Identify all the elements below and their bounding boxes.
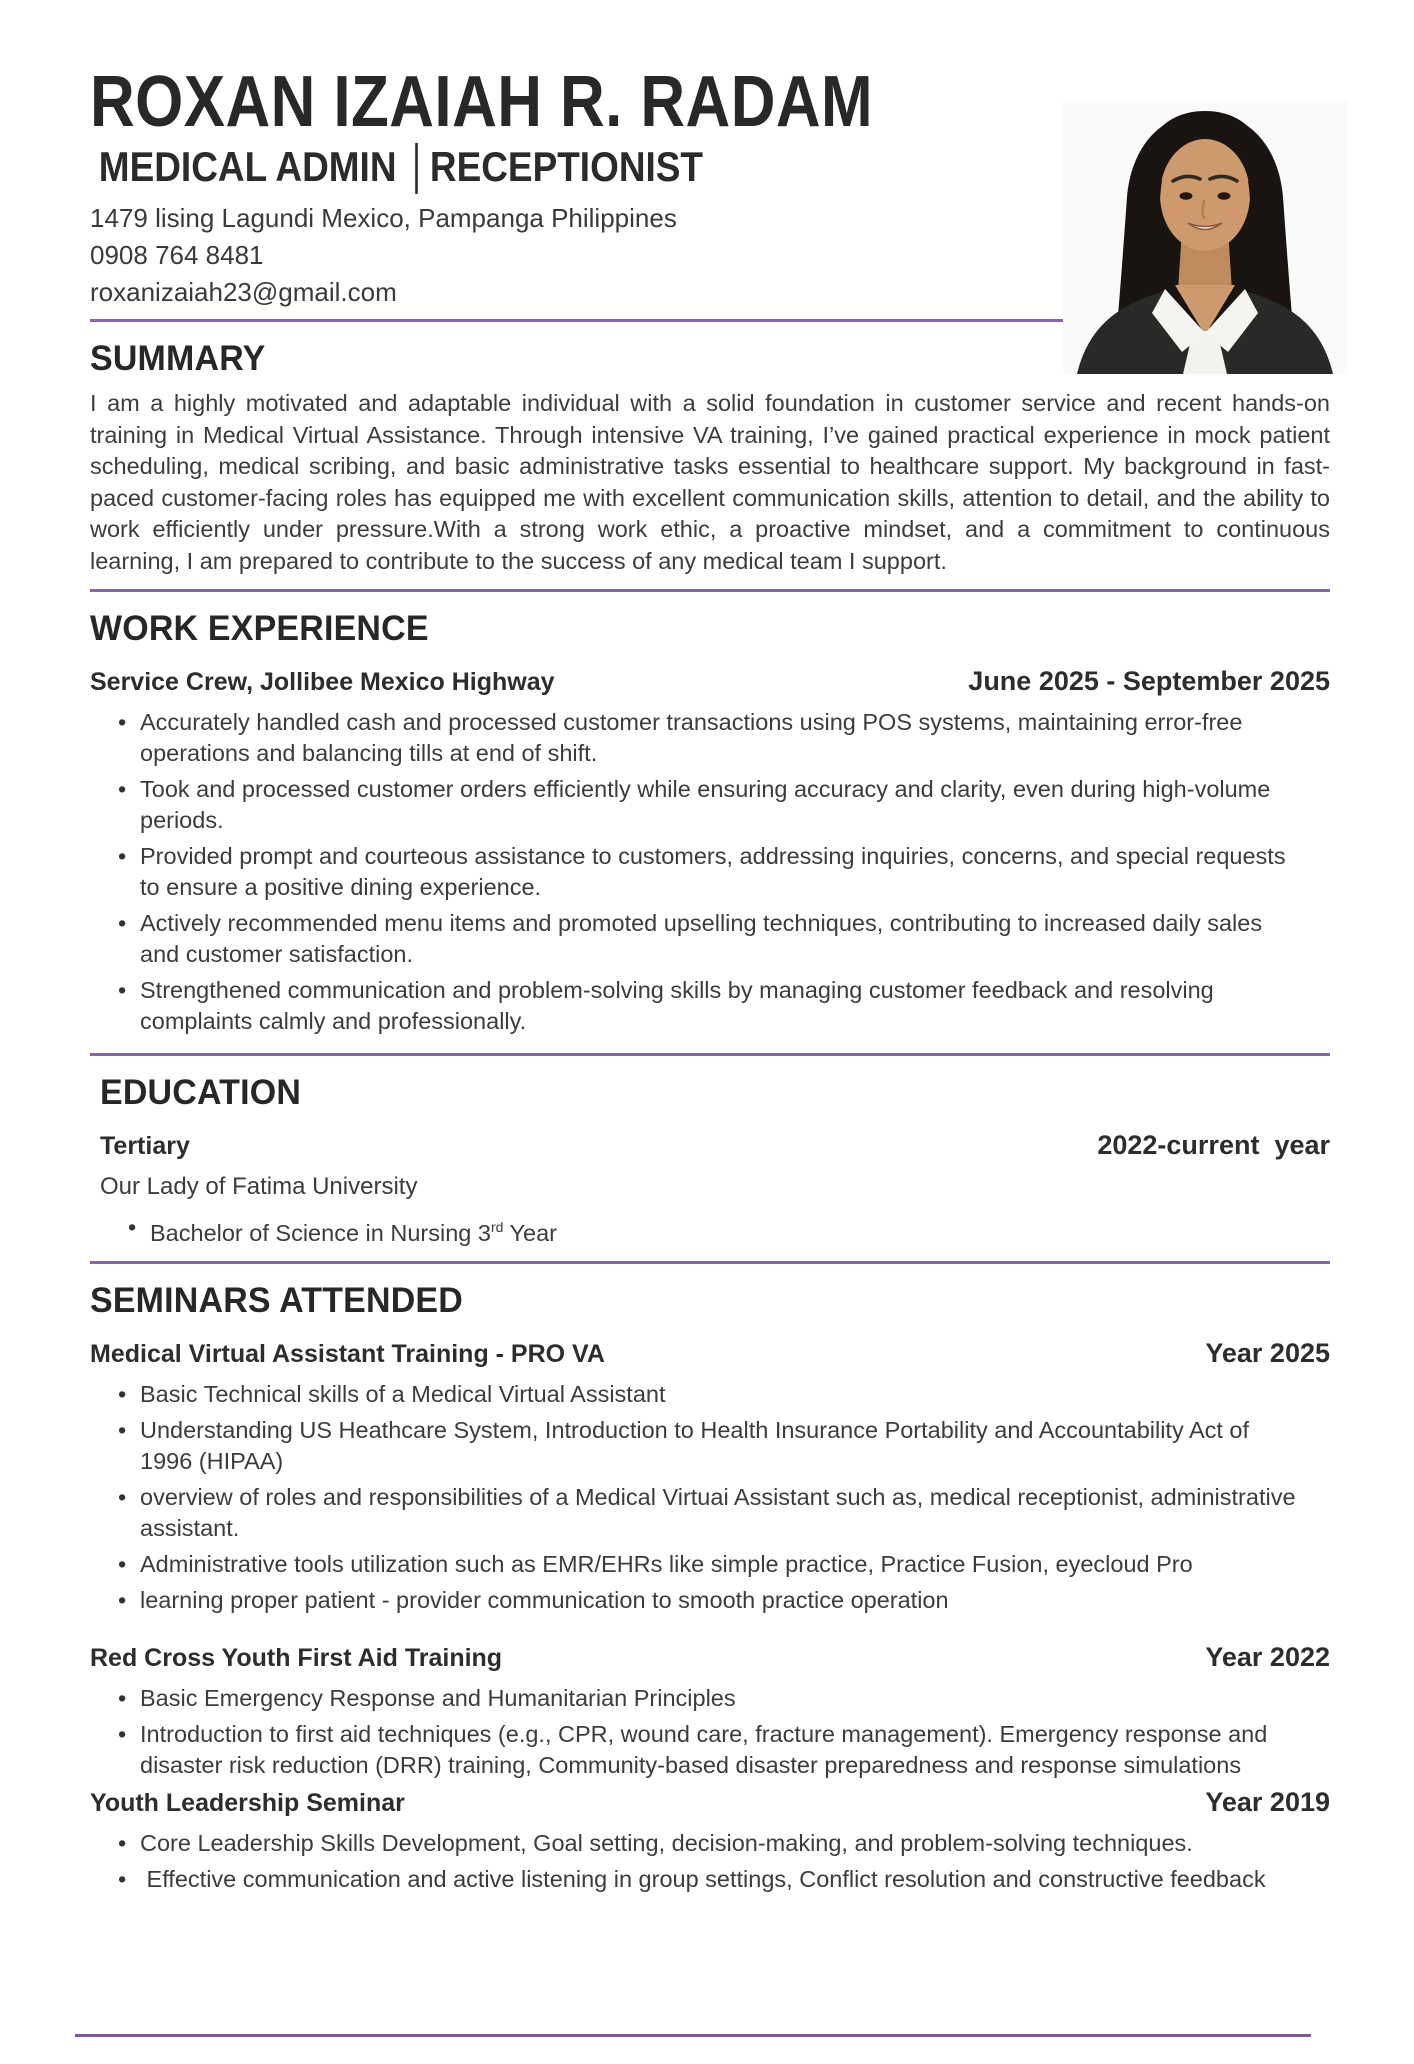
- seminar-bullet-list: [90, 1828, 1330, 1895]
- education-degree: [126, 1212, 1310, 1249]
- job-header-row: [90, 666, 1330, 697]
- seminars-heading: SEMINARS ATTENDED: [90, 1280, 463, 1320]
- section-summary: [90, 338, 1330, 577]
- seminar-year: Year 2025: [1205, 1337, 1330, 1368]
- divider-work-experience: [90, 1053, 1330, 1056]
- seminar-bullet: • Basic Emergency Response and Humanitarian Principles: [116, 1683, 1300, 1714]
- education-header-row: [100, 1130, 1330, 1161]
- education-heading: EDUCATION: [100, 1073, 302, 1112]
- degree-suffix: Year: [503, 1219, 557, 1246]
- job-bullet-list: [90, 707, 1330, 1037]
- education-school: Our Lady of Fatima University: [100, 1173, 418, 1200]
- seminar-bullet: • Understanding US Heathcare System, Introduction to Health Insurance Portability and Accountability Act of 1996 (HIPAA): [116, 1415, 1300, 1477]
- contact-email: roxanizaiah23@gmail.com: [90, 277, 397, 307]
- education-dates: 2022-current year: [1097, 1130, 1330, 1160]
- seminar-year: Year 2019: [1205, 1786, 1330, 1817]
- seminar-bullet: • learning proper patient - provider communication to smooth practice operation: [116, 1585, 1300, 1616]
- divider-education: [90, 1261, 1330, 1264]
- job-bullet: • Provided prompt and courteous assistance to customers, addressing inquiries, concerns, and special requests to ensure a positive dining experience.: [116, 841, 1300, 903]
- contact-phone: 0908 764 8481: [90, 240, 264, 270]
- work-experience-heading: WORK EXPERIENCE: [90, 609, 429, 648]
- job-bullet: • Accurately handled cash and processed customer transactions using POS systems, maintaining error-free operations and balancing tills at end of shift.: [116, 707, 1300, 769]
- section-work-experience: [90, 608, 1330, 1037]
- divider-footer: [75, 2034, 1311, 2037]
- profile-photo-illustration: [1063, 101, 1347, 374]
- seminar-bullet: • Introduction to first aid techniques (e.g., CPR, wound care, fracture management). Emergency response and disaster risk reduction (DRR) training, Community-based disaster preparedness and response simulations: [116, 1719, 1300, 1781]
- applicant-job-title: MEDICAL ADMIN │RECEPTIONIST: [98, 143, 704, 190]
- job-dates: June 2025 - September 2025: [968, 666, 1330, 696]
- degree-ordinal: rd: [490, 1219, 504, 1235]
- seminar-bullet-list: [90, 1379, 1330, 1616]
- seminar-title: Red Cross Youth First Aid Training: [90, 1643, 503, 1672]
- seminar-item: [90, 1642, 1330, 1781]
- profile-photo: [1063, 101, 1347, 374]
- section-seminars: [90, 1280, 1330, 1895]
- applicant-name: ROXAN IZAIAH R. RADAM: [90, 62, 874, 142]
- job-bullet: • Actively recommended menu items and promoted upselling techniques, contributing to increased daily sales and customer satisfaction.: [116, 908, 1300, 970]
- seminar-item: [90, 1787, 1330, 1895]
- education-bullet-list: [100, 1212, 1330, 1249]
- summary-text: I am a highly motivated and adaptable individual with a solid foundation in customer service and recent hands-on training in Medical Virtual Assistance. Through intensive VA training, I’ve gained practical experience in mock patient scheduling, medical scribing, and basic administrative tasks essential to healthcare support. My background in fast-paced customer-facing roles has equipped me with excellent communication skills, attention to detail, and the ability to work efficiently under pressure.With a strong work ethic, a proactive mindset, and a commitment to continuous learning, I am prepared to contribute to the success of any medical team I support.: [90, 390, 1330, 574]
- seminar-bullet: • Administrative tools utilization such as EMR/EHRs like simple practice, Practice Fusion, eyecloud Pro: [116, 1549, 1300, 1580]
- seminar-year: Year 2022: [1205, 1641, 1330, 1672]
- seminar-bullet: • Basic Technical skills of a Medical Virtual Assistant: [116, 1379, 1300, 1410]
- seminar-title: Youth Leadership Seminar: [90, 1788, 405, 1817]
- seminar-title: Medical Virtual Assistant Training - PRO VA: [90, 1339, 605, 1368]
- seminar-bullet-list: [90, 1683, 1330, 1781]
- job-title: Service Crew, Jollibee Mexico Highway: [90, 668, 555, 696]
- section-education: [90, 1072, 1330, 1249]
- degree-prefix: Bachelor of Science in Nursing 3: [150, 1219, 491, 1246]
- contact-address: 1479 lising Lagundi Mexico, Pampanga Philippines: [90, 203, 677, 233]
- job-bullet: • Strengthened communication and problem-solving skills by managing customer feedback and resolving complaints calmly and professionally.: [116, 975, 1300, 1037]
- summary-heading: SUMMARY: [90, 339, 266, 378]
- seminar-header-row: [90, 1642, 1330, 1673]
- education-level: Tertiary: [100, 1132, 190, 1160]
- seminar-bullet: • Effective communication and active listening in group settings, Conflict resolution and constructive feedback: [116, 1864, 1300, 1895]
- seminar-header-row: [90, 1787, 1330, 1818]
- job-bullet: • Took and processed customer orders efficiently while ensuring accuracy and clarity, even during high-volume periods.: [116, 774, 1300, 836]
- resume-page: [0, 64, 1414, 1895]
- seminar-bullet: • Core Leadership Skills Development, Goal setting, decision-making, and problem-solving techniques.: [116, 1828, 1300, 1859]
- seminar-header-row: [90, 1338, 1330, 1369]
- seminar-item: [90, 1338, 1330, 1616]
- divider-summary: [90, 589, 1330, 592]
- seminar-bullet: • overview of roles and responsibilities of a Medical Virtuai Assistant such as, medical receptionist, administrative assistant.: [116, 1482, 1300, 1544]
